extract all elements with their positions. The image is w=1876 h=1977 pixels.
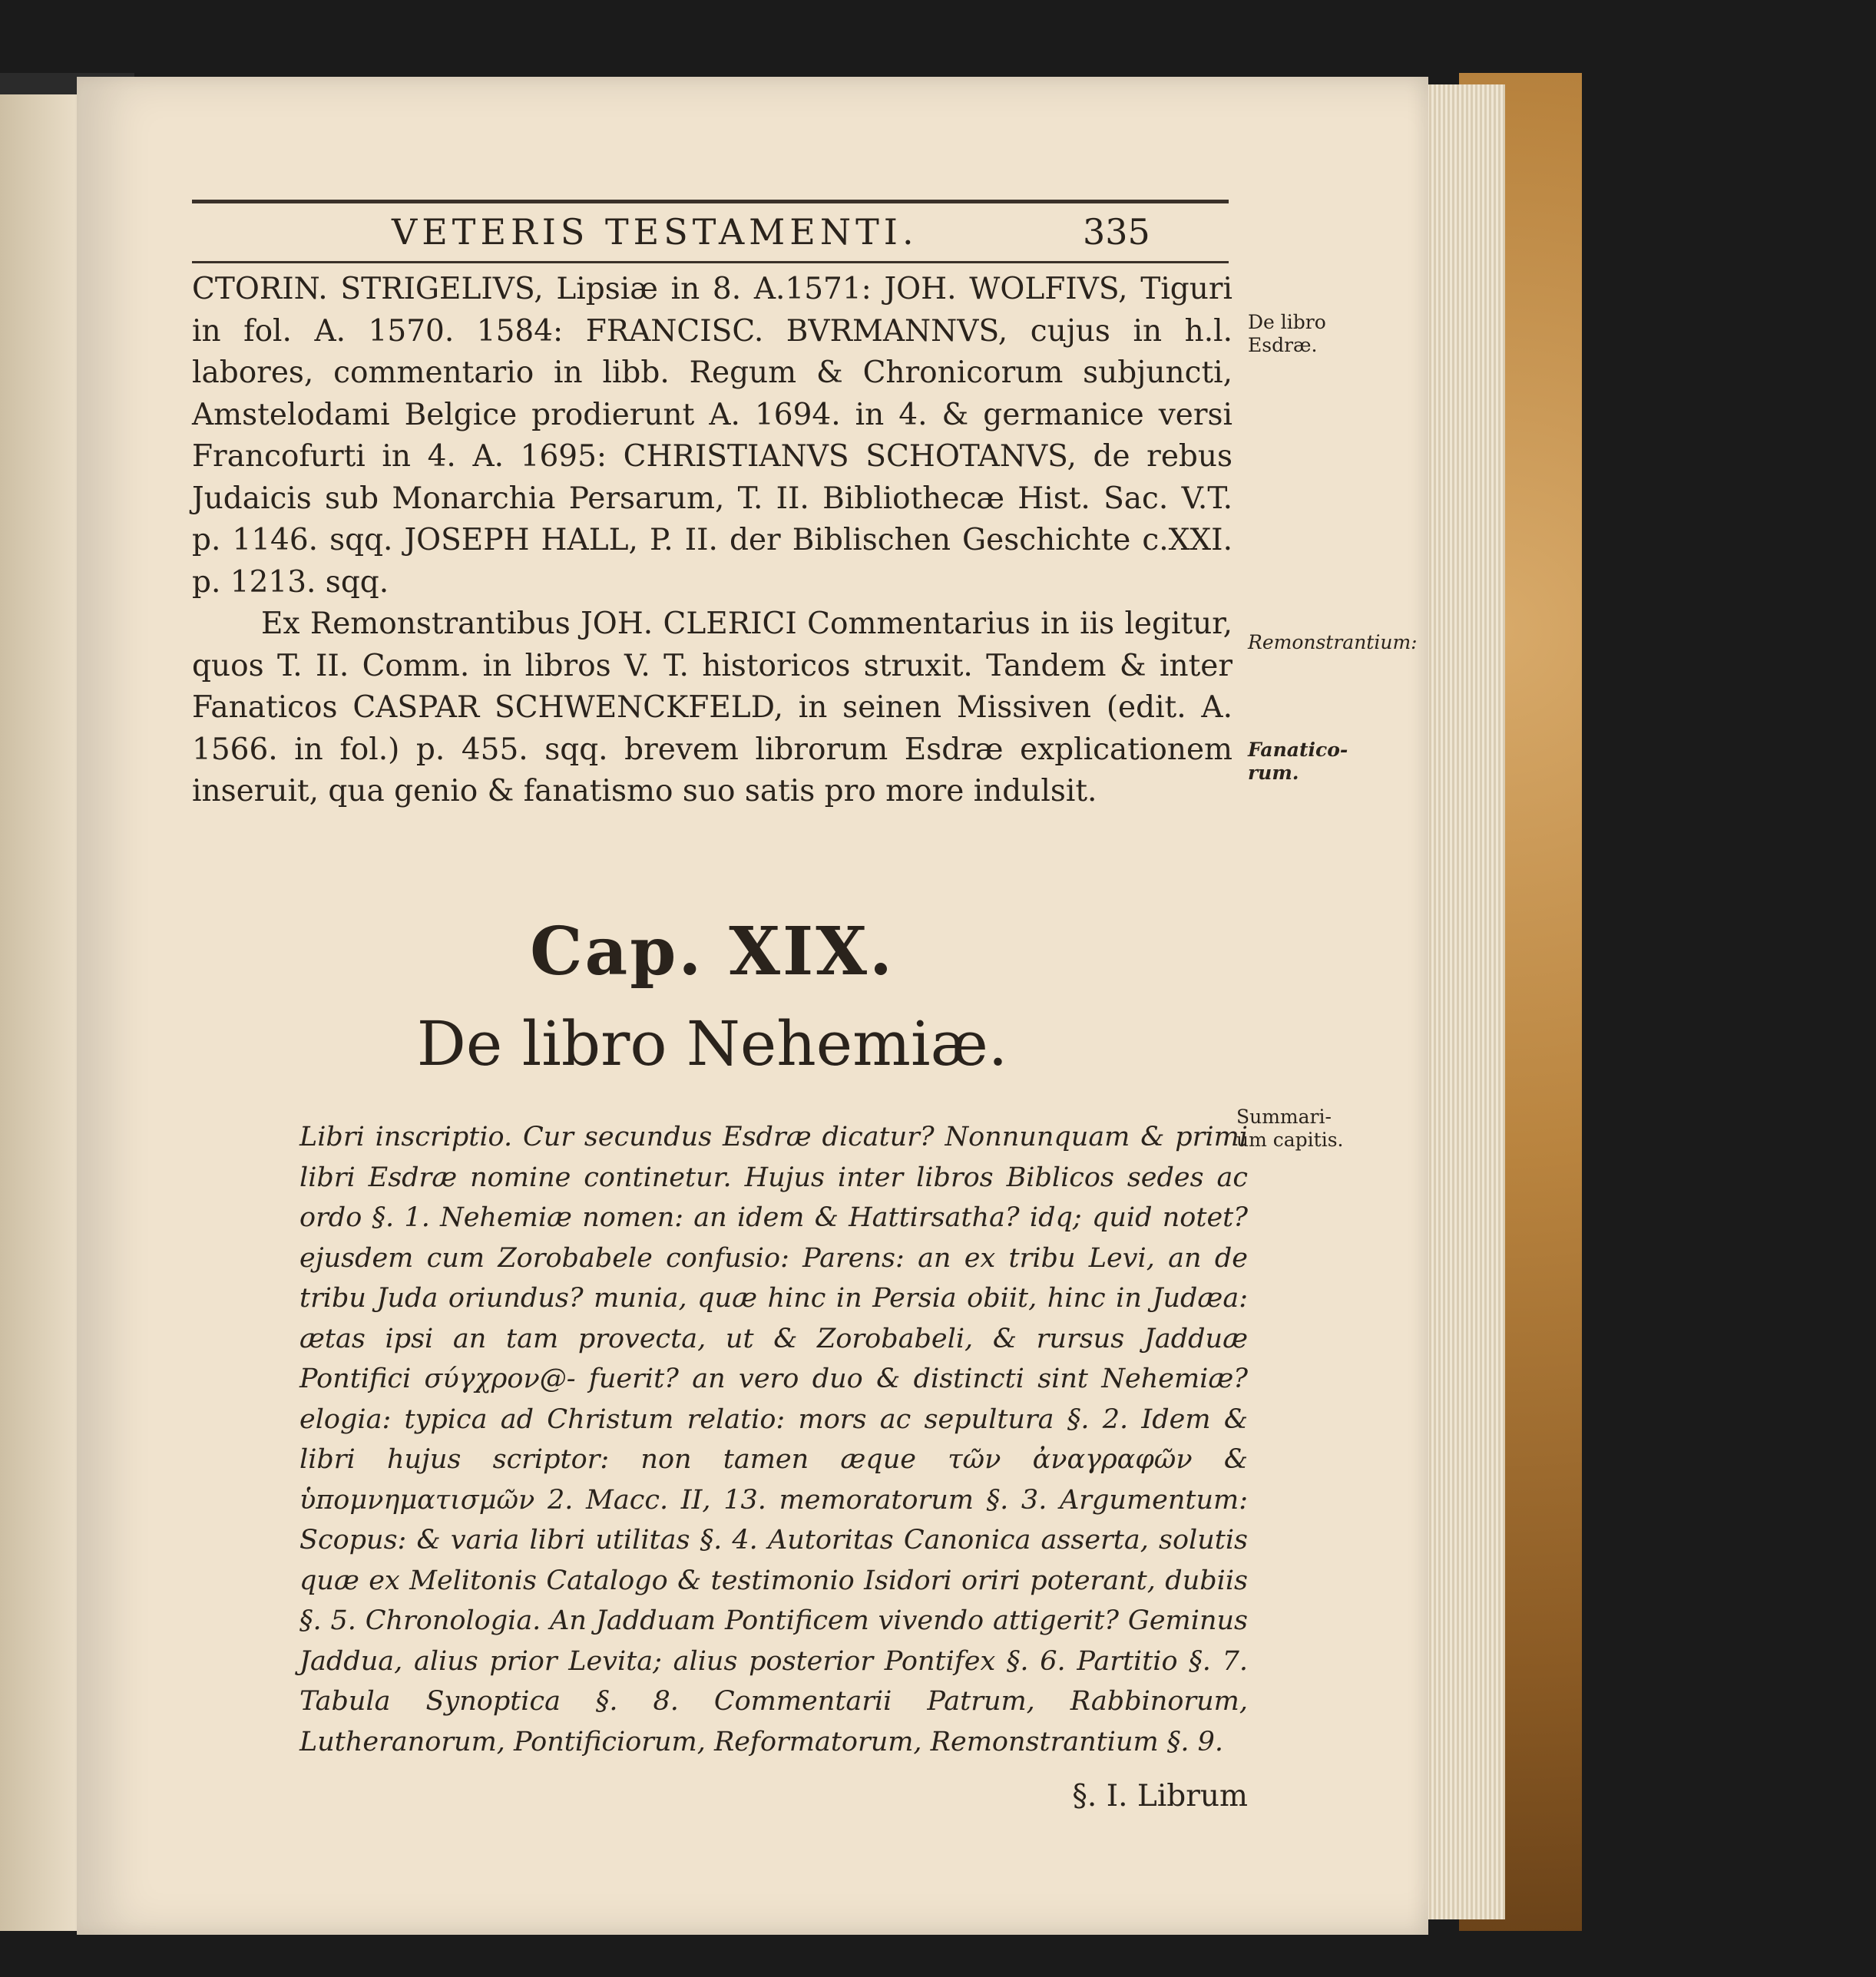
page-number: 335	[1083, 211, 1150, 253]
catchword: §. I. Librum	[1072, 1779, 1248, 1813]
chapter-summary-text: Libri inscriptio. Cur secundus Esdræ dicatur? Nonnunquam & primi libri Esdræ nomine continetur. Hujus inter libros Biblicos sedes ac ordo §. 1. Nehemiæ nomen: an idem & Hattirsatha? idq; quid notet? ejusdem cum Zorobabele confusio: Parens: an ex tribu Levi, an de tribu Juda oriundus? munia, quæ hinc in Persia obiit, hinc in Judæa: ætas ipsi an tam provecta, ut & Zorobabeli, & rursus Jadduæ Pontifici σύγχρον@- fuerit? an vero duo & distincti sint Nehemiæ? elogia: typica ad Christum relatio: mors ac sepultura §. 2. Idem & libri hujus scriptor: non tamen æque τῶν ἀναγραφῶν & ὑπομνηματισμῶν 2. Macc. II, 13. memoratorum §. 3. Argumentum: Scopus: & varia libri utilitas §. 4. Autoritas Canonica asserta, solutis quæ ex Melitonis Catalogo & testimonio Isidori oriri poterant, dubiis §. 5. Chronologia. An Jadduam Pontificem vivendo attigerit? Geminus Jaddua, alius prior Levita; alius posterior Pontifex §. 6. Partitio §. 7. Tabula Synoptica §. 8. Commentarii Patrum, Rabbinorum, Lutheranorum, Pontificiorum, Reformatorum, Remonstrantium §. 9.	[299, 1122, 1248, 1757]
chapter-title: Cap. XIX.	[530, 913, 895, 990]
margin-note-summarium: Summari-um capitis.	[1236, 1106, 1344, 1151]
page-content	[77, 77, 1428, 1935]
chapter-summary	[299, 1117, 1248, 1762]
top-rule	[192, 200, 1229, 203]
body-paragraph-2: Ex Remonstrantibus JOH. CLERICI Commentarius in iis legitur, quos T. II. Comm. in libros V. T. historicos struxit. Tandem & inter Fanaticos CASPAR SCHWENCKFELD, in seinen Missiven (edit. A. 1566. in fol.) p. 455. sqq. brevem librorum Esdræ explicationem inseruit, qua genio & fanatismo suo satis pro more indulsit.	[192, 607, 1232, 808]
body-text	[192, 269, 1232, 813]
margin-note-de-libro-esdrae: De libro Esdræ.	[1248, 311, 1326, 356]
header-rule	[192, 261, 1229, 263]
margin-note-fanaticorum: Fanatico-rum.	[1248, 739, 1348, 784]
running-head: VETERIS TESTAMENTI.	[392, 211, 918, 253]
chapter-subtitle: De libro Nehemiæ.	[416, 1008, 1008, 1079]
book-page	[77, 77, 1428, 1935]
margin-note-remonstrantium: Remonstrantium:	[1248, 631, 1418, 653]
body-paragraph-1: CTORIN. STRIGELIVS, Lipsiæ in 8. A.1571: JOH. WOLFIVS, Tiguri in fol. A. 1570. 1584: FRANCISC. BVRMANNVS, cujus in h.l. labores, commentario in libb. Regum & Chronicorum subjuncti, Amstelodami Belgice prodierunt A. 1694. in 4. & germanice versi Francofurti in 4. A. 1695: CHRISTIANVS SCHOTANVS, de rebus Judaicis sub Monarchia Persarum, T. II. Bibliothecæ Hist. Sac. V.T. p. 1146. sqq. JOSEPH HALL, P. II. der Biblischen Geschichte c.XXI. p. 1213. sqq.	[192, 272, 1232, 600]
